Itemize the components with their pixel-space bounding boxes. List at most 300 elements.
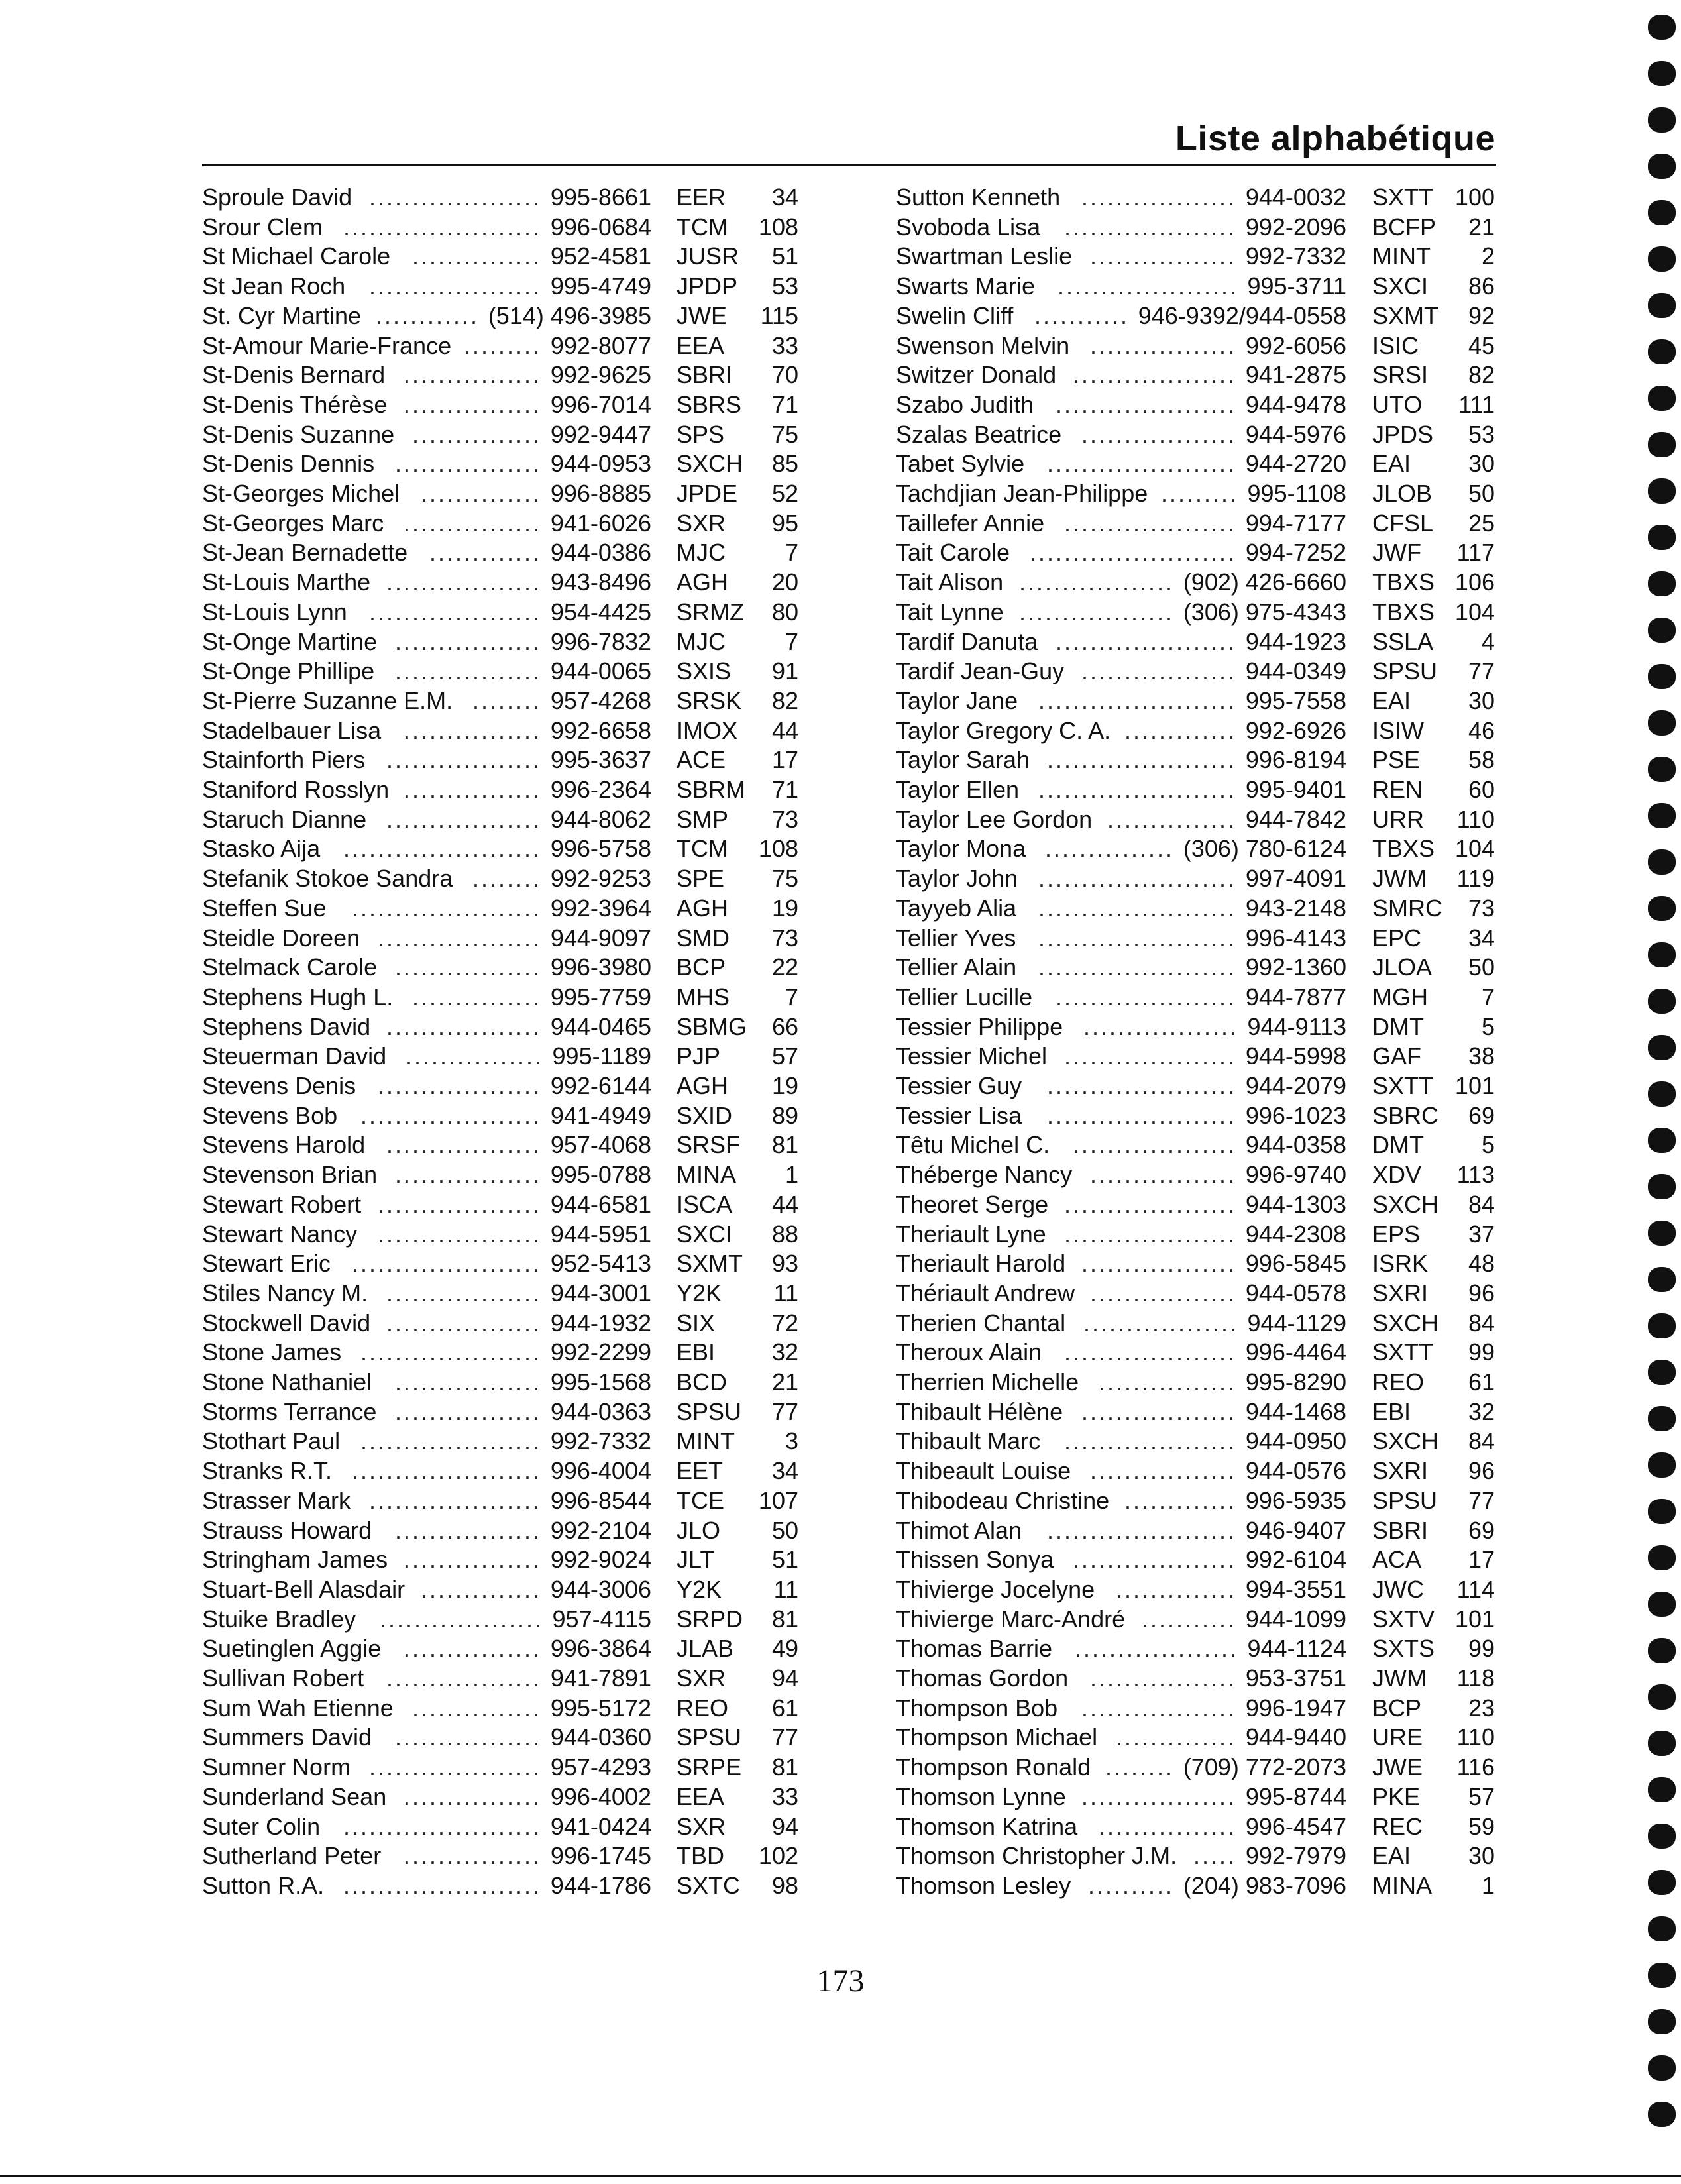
dot-leader: ........ — [1105, 1753, 1174, 1781]
entry-name: Tessier Guy — [896, 1072, 1022, 1099]
entry-code: SRSK — [677, 686, 742, 714]
dot-leader: ............. — [1124, 716, 1236, 744]
entry-page: 118 — [1456, 1665, 1495, 1692]
entry-name: Sutton Kenneth — [896, 184, 1061, 211]
directory-entry — [202, 893, 865, 923]
entry-phone: 995-1568 — [550, 1368, 651, 1395]
directory-entry — [896, 1574, 1558, 1604]
entry-name: Thimot Alan — [896, 1516, 1022, 1544]
entry-code: XDV — [1372, 1161, 1422, 1189]
entry-code: SRSI — [1372, 361, 1429, 389]
entry-code: SPSU — [1372, 1486, 1438, 1514]
entry-code: SBRI — [1372, 1516, 1429, 1544]
dot-leader: ....................... — [1038, 894, 1236, 922]
dot-leader: .................. — [386, 569, 541, 596]
entry-name: Taylor Mona — [896, 835, 1026, 863]
entry-phone: 941-4949 — [550, 1101, 651, 1129]
dot-leader: ................ — [403, 776, 541, 803]
entry-name: Staruch Dianne — [202, 805, 367, 833]
entry-page: 115 — [760, 301, 798, 329]
entry-name: Stewart Eric — [202, 1250, 331, 1278]
entry-code: SXTT — [1372, 1338, 1434, 1366]
binding-hole — [1648, 942, 1676, 967]
entry-phone: (204) 983-7096 — [1183, 1871, 1346, 1899]
entry-page: 3 — [785, 1427, 798, 1455]
dot-leader: ................. — [1089, 1279, 1236, 1307]
directory-entry — [896, 271, 1558, 301]
entry-code: JPDS — [1372, 420, 1434, 448]
dot-leader: ....................... — [343, 1871, 541, 1899]
dot-leader: ....................... — [343, 1812, 541, 1840]
dot-leader: ...................... — [351, 1457, 541, 1485]
entry-name: Tessier Michel — [896, 1042, 1048, 1070]
dot-leader: ....................... — [343, 213, 541, 241]
entry-page: 116 — [1456, 1753, 1495, 1781]
dot-leader: .............. — [1115, 1723, 1236, 1751]
binding-hole — [1648, 2009, 1676, 2034]
entry-code: EPS — [1372, 1220, 1421, 1248]
dot-leader: .................... — [1063, 1338, 1236, 1366]
dot-leader: ............... — [411, 243, 541, 270]
dot-leader: ................ — [403, 1635, 541, 1663]
dot-leader: .................... — [1063, 213, 1236, 241]
binding-hole — [1648, 1081, 1676, 1107]
entry-code: SBMG — [677, 1012, 747, 1040]
directory-entry — [202, 863, 865, 893]
entry-code: SPS — [677, 420, 725, 448]
entry-page: 33 — [771, 331, 798, 359]
entry-page: 99 — [1468, 1635, 1495, 1663]
directory-entry — [202, 1012, 865, 1042]
dot-leader: .................... — [368, 184, 541, 211]
entry-name: Thomson Christopher J.M. — [896, 1842, 1177, 1870]
dot-leader: ...................... — [1046, 450, 1236, 478]
entry-name: Therrien Michelle — [896, 1368, 1079, 1395]
bottom-edge — [0, 2175, 1681, 2177]
entry-phone: 996-4547 — [1245, 1812, 1346, 1840]
entry-code: Y2K — [677, 1575, 722, 1603]
dot-leader: ................ — [403, 716, 541, 744]
directory-entry — [896, 1693, 1558, 1723]
entry-page: 11 — [773, 1575, 798, 1603]
entry-code: MINA — [1372, 1871, 1432, 1899]
entry-phone: 995-1189 — [552, 1042, 651, 1070]
entry-name: St-Onge Phillipe — [202, 657, 375, 685]
entry-code: JLOB — [1372, 480, 1433, 507]
entry-page: 102 — [758, 1842, 798, 1870]
dot-leader: ............. — [429, 539, 541, 567]
entry-page: 84 — [1468, 1309, 1495, 1337]
dot-leader: ....................... — [1038, 776, 1236, 803]
entry-phone: 996-2364 — [550, 776, 651, 803]
dot-leader: .................. — [386, 1279, 541, 1307]
dot-leader: .................. — [386, 1012, 541, 1040]
entry-code: EER — [677, 184, 726, 211]
entry-code: PSE — [1372, 746, 1421, 774]
entry-name: Swarts Marie — [896, 272, 1036, 300]
dot-leader: .................... — [368, 1753, 541, 1781]
dot-leader: ................. — [1089, 1457, 1236, 1485]
dot-leader: .............. — [420, 480, 541, 507]
entry-phone: 941-2875 — [1245, 361, 1346, 389]
entry-page: 34 — [1468, 924, 1495, 952]
entry-page: 114 — [1456, 1575, 1495, 1603]
entry-code: JUSR — [677, 243, 739, 270]
entry-page: 37 — [1468, 1220, 1495, 1248]
entry-phone: 944-0363 — [550, 1397, 651, 1425]
directory-entry — [896, 1219, 1558, 1249]
entry-phone: 996-1745 — [550, 1842, 651, 1870]
entry-name: Swenson Melvin — [896, 331, 1070, 359]
entry-phone: 957-4293 — [550, 1753, 651, 1781]
binding-hole — [1648, 15, 1676, 40]
directory-entry — [202, 567, 865, 597]
entry-code: Y2K — [677, 1279, 722, 1307]
dot-leader: ................. — [394, 628, 541, 655]
entry-phone: 995-7759 — [550, 983, 651, 1010]
binding-hole — [1648, 710, 1676, 736]
entry-name: St-Amour Marie-France — [202, 331, 452, 359]
entry-name: Steffen Sue — [202, 894, 327, 922]
entry-name: Stone Nathaniel — [202, 1368, 372, 1395]
entry-name: Tait Alison — [896, 569, 1004, 596]
entry-code: SXR — [677, 1665, 726, 1692]
directory-entry — [202, 775, 865, 804]
entry-phone: 992-1360 — [1245, 954, 1346, 981]
entry-page: 19 — [771, 894, 798, 922]
entry-page: 30 — [1468, 1842, 1495, 1870]
entry-page: 32 — [771, 1338, 798, 1366]
entry-page: 110 — [1456, 1723, 1495, 1751]
entry-name: Thériault Andrew — [896, 1279, 1075, 1307]
entry-code: UTO — [1372, 390, 1423, 418]
entry-phone: 996-8544 — [550, 1486, 651, 1514]
entry-phone: 992-6056 — [1245, 331, 1346, 359]
entry-page: 30 — [1468, 686, 1495, 714]
entry-phone: 944-0386 — [550, 539, 651, 567]
directory-entry — [202, 656, 865, 686]
entry-page: 81 — [771, 1605, 798, 1633]
entry-code: EAI — [1372, 450, 1411, 478]
entry-name: Tellier Lucille — [896, 983, 1033, 1010]
entry-page: 94 — [771, 1812, 798, 1840]
entry-page: 75 — [771, 865, 798, 893]
binding-hole — [1648, 1313, 1676, 1338]
entry-phone: 944-2308 — [1245, 1220, 1346, 1248]
entry-code: JPDE — [677, 480, 738, 507]
entry-page: 19 — [771, 1072, 798, 1099]
binding-hole — [1648, 339, 1676, 364]
dot-leader: ................. — [394, 1723, 541, 1751]
entry-code: TBXS — [1372, 569, 1435, 596]
entry-phone: 996-8885 — [550, 480, 651, 507]
entry-phone: 946-9392/944-0558 — [1138, 301, 1346, 329]
directory-entry — [202, 360, 865, 390]
entry-code: BCFP — [1372, 213, 1437, 241]
directory-entry — [202, 1308, 865, 1338]
entry-name: Thivierge Marc-André — [896, 1605, 1126, 1633]
entry-name: Taylor Jane — [896, 686, 1018, 714]
entry-code: SXCH — [1372, 1427, 1439, 1455]
dot-leader: ................. — [394, 450, 541, 478]
entry-phone: 995-5172 — [550, 1694, 651, 1721]
entry-name: St-Denis Suzanne — [202, 420, 395, 448]
entry-name: St-Onge Martine — [202, 628, 378, 655]
dot-leader: ................. — [394, 657, 541, 685]
dot-leader: .................. — [386, 746, 541, 774]
entry-page: 66 — [771, 1012, 798, 1040]
entry-code: SBRI — [677, 361, 733, 389]
entry-code: TCE — [677, 1486, 724, 1514]
entry-page: 77 — [1468, 657, 1495, 685]
entry-name: Tait Lynne — [896, 598, 1004, 626]
entry-page: 17 — [1468, 1546, 1495, 1574]
dot-leader: ................. — [394, 1397, 541, 1425]
entry-code: JWC — [1372, 1575, 1424, 1603]
directory-entry — [202, 449, 865, 478]
binding-hole — [1648, 896, 1676, 921]
directory-entry — [202, 1604, 865, 1634]
entry-code: ACE — [677, 746, 726, 774]
entry-phone: 996-4143 — [1245, 924, 1346, 952]
directory-entry — [202, 508, 865, 538]
dot-leader: ................... — [377, 1072, 541, 1099]
entry-name: St-Denis Bernard — [202, 361, 386, 389]
entry-phone: 944-1099 — [1245, 1605, 1346, 1633]
dot-leader: .................... — [368, 272, 541, 300]
entry-name: St. Cyr Martine — [202, 301, 362, 329]
directory-entry — [202, 331, 865, 360]
entry-name: Thomson Lesley — [896, 1871, 1071, 1899]
entry-page: 23 — [1468, 1694, 1495, 1721]
dot-leader: .................... — [1063, 509, 1236, 537]
dot-leader: .................. — [1081, 1397, 1236, 1425]
entry-phone: 944-6581 — [550, 1190, 651, 1218]
entry-phone: 996-5845 — [1245, 1250, 1346, 1278]
entry-name: Suetinglen Aggie — [202, 1635, 382, 1663]
entry-code: GAF — [1372, 1042, 1422, 1070]
directory-entry — [896, 567, 1558, 597]
directory-entry — [202, 1219, 865, 1249]
directory-entry — [896, 1722, 1558, 1752]
entry-phone: 996-0684 — [550, 213, 651, 241]
entry-phone: 957-4115 — [552, 1605, 651, 1633]
entry-phone: 992-6144 — [550, 1072, 651, 1099]
entry-phone: 992-9447 — [550, 420, 651, 448]
entry-page: 88 — [771, 1220, 798, 1248]
directory-entry — [896, 716, 1558, 745]
entry-page: 57 — [771, 1042, 798, 1070]
entry-phone: 944-9478 — [1245, 390, 1346, 418]
entry-phone: 943-8496 — [550, 569, 651, 596]
dot-leader: ................... — [377, 1220, 541, 1248]
directory-entry — [896, 627, 1558, 657]
directory-entry — [202, 1574, 865, 1604]
entry-page: 51 — [771, 1546, 798, 1574]
entry-phone: 954-4425 — [550, 598, 651, 626]
entry-phone: 944-2720 — [1245, 450, 1346, 478]
entry-name: Thomson Katrina — [896, 1812, 1078, 1840]
entry-name: Theriault Lyne — [896, 1220, 1046, 1248]
entry-code: TBD — [677, 1842, 724, 1870]
entry-name: Théberge Nancy — [896, 1161, 1073, 1189]
binding-hole — [1648, 61, 1676, 86]
directory-entry — [896, 1604, 1558, 1634]
entry-phone: (902) 426-6660 — [1183, 569, 1346, 596]
dot-leader: ................... — [379, 1605, 543, 1633]
entry-phone: 957-4268 — [550, 686, 651, 714]
entry-name: Taylor Sarah — [896, 746, 1030, 774]
entry-page: 57 — [1468, 1782, 1495, 1810]
dot-leader: .................. — [1081, 184, 1236, 211]
entry-phone: 996-4464 — [1245, 1338, 1346, 1366]
directory-entry — [202, 1782, 865, 1812]
entry-code: DMT — [1372, 1012, 1424, 1040]
entry-phone: 996-7014 — [550, 390, 651, 418]
entry-page: 52 — [771, 480, 798, 507]
entry-code: SBRM — [677, 776, 746, 803]
entry-phone: (514) 496-3985 — [488, 301, 651, 329]
entry-name: Staniford Rosslyn — [202, 776, 390, 803]
binding-hole — [1648, 1174, 1676, 1199]
entry-name: Thomas Gordon — [896, 1665, 1069, 1692]
entry-code: CFSL — [1372, 509, 1434, 537]
entry-name: Sproule David — [202, 184, 352, 211]
directory-entry — [896, 1515, 1558, 1545]
directory-entry — [896, 1041, 1558, 1071]
directory-entry — [896, 419, 1558, 449]
entry-page: 107 — [758, 1486, 798, 1514]
entry-name: Stranks R.T. — [202, 1457, 333, 1485]
entry-name: Sum Wah Etienne — [202, 1694, 394, 1721]
entry-code: ISRK — [1372, 1250, 1429, 1278]
entry-phone: 992-9024 — [550, 1546, 651, 1574]
dot-leader: ............... — [411, 420, 541, 448]
dot-leader: ...................... — [351, 1250, 541, 1278]
directory-entry — [202, 182, 865, 212]
dot-leader: ................. — [394, 1368, 541, 1395]
entry-code: JPDP — [677, 272, 738, 300]
entry-code: SXMT — [1372, 301, 1439, 329]
directory-entry — [896, 1397, 1558, 1427]
entry-name: Thompson Ronald — [896, 1753, 1091, 1781]
entry-phone: 944-0032 — [1245, 184, 1346, 211]
dot-leader: ...................... — [1046, 1072, 1236, 1099]
binding-hole — [1648, 1592, 1676, 1617]
directory-entry — [202, 1426, 865, 1456]
entry-phone: 996-5935 — [1245, 1486, 1346, 1514]
entry-code: ISIW — [1372, 716, 1424, 744]
entry-phone: 941-7891 — [550, 1665, 651, 1692]
directory-entry — [202, 271, 865, 301]
binding-hole — [1648, 1731, 1676, 1756]
entry-code: SPE — [677, 865, 725, 893]
entry-code: SMRC — [1372, 894, 1442, 922]
dot-leader: ................. — [1089, 243, 1236, 270]
entry-page: 33 — [771, 1782, 798, 1810]
dot-leader: ...................... — [1046, 746, 1236, 774]
dot-leader: .................... — [368, 598, 541, 626]
dot-leader: ............... — [1044, 835, 1174, 863]
entry-code: MJC — [677, 628, 726, 655]
directory-entry — [896, 1160, 1558, 1189]
entry-code: JWM — [1372, 1665, 1427, 1692]
entry-page: 99 — [1468, 1338, 1495, 1366]
entry-page: 5 — [1481, 1131, 1495, 1159]
entry-page: 113 — [1456, 1161, 1495, 1189]
entry-code: REN — [1372, 776, 1423, 803]
directory-entry — [202, 1752, 865, 1782]
dot-leader: .................. — [1081, 1250, 1236, 1278]
dot-leader: .................. — [1018, 569, 1174, 596]
entry-page: 98 — [771, 1871, 798, 1899]
entry-code: SXCI — [677, 1220, 733, 1248]
entry-name: Strauss Howard — [202, 1516, 372, 1544]
entry-code: SPSU — [1372, 657, 1438, 685]
entry-page: 104 — [1454, 598, 1495, 626]
entry-name: Thibault Hélène — [896, 1397, 1063, 1425]
entry-code: SSLA — [1372, 628, 1434, 655]
entry-phone: (306) 975-4343 — [1183, 598, 1346, 626]
directory-entry — [202, 745, 865, 775]
entry-name: Stevenson Brian — [202, 1161, 378, 1189]
entry-phone: 944-0065 — [550, 657, 651, 685]
entry-code: SXTV — [1372, 1605, 1435, 1633]
entry-code: JLAB — [677, 1635, 734, 1663]
entry-name: Tessier Lisa — [896, 1101, 1022, 1129]
directory-entry — [896, 863, 1558, 893]
entry-phone: 995-7558 — [1245, 686, 1346, 714]
dot-leader: ........ — [472, 865, 541, 893]
entry-name: Stelmack Carole — [202, 954, 378, 981]
entry-name: Switzer Donald — [896, 361, 1057, 389]
entry-name: Theoret Serge — [896, 1190, 1049, 1218]
entry-phone: 995-0788 — [550, 1161, 651, 1189]
entry-phone: 994-7177 — [1245, 509, 1346, 537]
binding-hole — [1648, 1824, 1676, 1849]
entry-phone: 944-0953 — [550, 450, 651, 478]
entry-page: 94 — [771, 1665, 798, 1692]
entry-name: Svoboda Lisa — [896, 213, 1041, 241]
entry-page: 81 — [771, 1753, 798, 1781]
dot-leader: ............... — [411, 1694, 541, 1721]
directory-entry — [896, 508, 1558, 538]
entry-name: Taylor John — [896, 865, 1018, 893]
directory-entry — [896, 775, 1558, 804]
entry-code: SMP — [677, 805, 729, 833]
dot-leader: ..................... — [360, 1101, 541, 1129]
entry-phone: 996-1947 — [1245, 1694, 1346, 1721]
entry-name: Stone James — [202, 1338, 342, 1366]
binding-hole — [1648, 1406, 1676, 1431]
entry-code: SXMT — [677, 1250, 743, 1278]
directory-entry — [896, 360, 1558, 390]
entry-phone: 944-0465 — [550, 1012, 651, 1040]
directory-entry — [202, 982, 865, 1012]
directory-entry — [896, 537, 1558, 567]
binding-hole — [1648, 849, 1676, 875]
entry-page: 108 — [758, 835, 798, 863]
entry-phone: 944-0950 — [1245, 1427, 1346, 1455]
entry-name: Sutton R.A. — [202, 1871, 325, 1899]
entry-page: 7 — [1481, 983, 1495, 1010]
dot-leader: ....................... — [1038, 686, 1236, 714]
dot-leader: ..... — [1193, 1842, 1236, 1870]
entry-phone: 995-9401 — [1245, 776, 1346, 803]
dot-leader: .................. — [386, 1131, 541, 1159]
dot-leader: ............... — [411, 983, 541, 1010]
dot-leader: ........ — [472, 686, 541, 714]
